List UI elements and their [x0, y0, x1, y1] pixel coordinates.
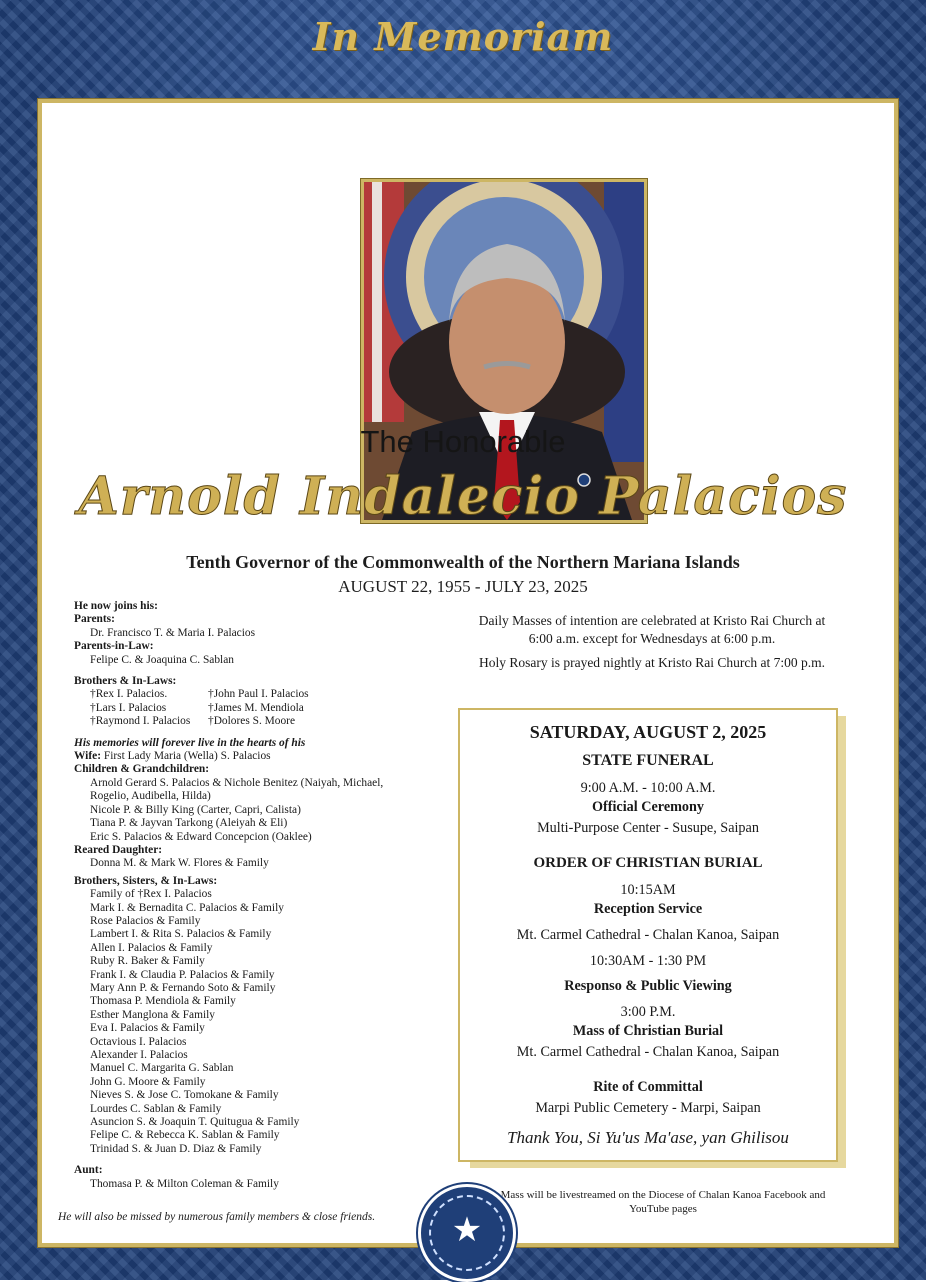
place-1: Multi-Purpose Center - Susupe, Saipan	[537, 820, 759, 836]
honoree-name: Arnold Indalecio Palacios	[78, 466, 848, 527]
state-funeral-heading: STATE FUNERAL	[582, 752, 714, 769]
place-2: Mt. Carmel Cathedral - Chalan Kanoa, Saipan	[516, 927, 780, 943]
order-heading: ORDER OF CHRISTIAN BURIAL	[533, 855, 763, 871]
list-item: †Rex I. Palacios.	[90, 688, 168, 701]
honorific: The Honorable	[360, 424, 566, 459]
list-item: Allen I. Palacios & Family	[90, 941, 213, 954]
honoree-office: Tenth Governor of the Commonwealth of the Northern Mariana Islands	[186, 552, 740, 572]
star-icon: ★	[451, 1210, 483, 1250]
brothers-label: Brothers & In-Laws:	[74, 675, 177, 688]
list-item: Nicole P. & Billy King (Carter, Capri, Calista)	[90, 803, 301, 816]
official-seal-icon	[418, 1184, 516, 1282]
daily-masses: Daily Masses of intention are celebrated at Kristo Rai Church at 6:00 a.m. except for Wednesdays at 6:00 p.m.	[478, 613, 826, 646]
brothers-row	[74, 715, 424, 728]
rosary-note: Holy Rosary is prayed nightly at Kristo Rai Church at 7:00 p.m.	[478, 655, 826, 670]
list-item: Arnold Gerard S. Palacios & Nichole Benitez (Naiyah, Michael,	[90, 776, 384, 789]
family-list	[74, 600, 424, 1191]
event-4: Mass of Christian Burial	[572, 1023, 724, 1039]
place-4: Mt. Carmel Cathedral - Chalan Kanoa, Saipan	[516, 1044, 780, 1060]
inlaws: Felipe C. & Joaquina C. Sablan	[90, 653, 234, 666]
wife-label: Wife:	[74, 750, 101, 763]
masses-info	[474, 612, 830, 678]
event-5: Rite of Committal	[593, 1079, 703, 1095]
list-item: Rose Palacios & Family	[90, 914, 201, 927]
list-item: Frank I. & Claudia P. Palacios & Family	[90, 968, 275, 981]
list-item: Mark I. & Bernadita C. Palacios & Family	[90, 901, 284, 914]
schedule-box	[458, 708, 838, 1162]
list-item: †Dolores S. Moore	[208, 715, 296, 728]
event-2: Reception Service	[593, 901, 703, 917]
livestream-note: Mass will be livestreamed on the Diocese of Chalan Kanoa Facebook and YouTube pages	[500, 1189, 826, 1215]
inlaws-label: Parents-in-Law:	[74, 640, 154, 653]
list-item: Family of †Rex I. Palacios	[90, 888, 212, 901]
list-item: Thomasa P. Mendiola & Family	[90, 995, 236, 1008]
parents: Dr. Francisco T. & Maria I. Palacios	[90, 626, 256, 639]
list-item: John G. Moore & Family	[90, 1075, 206, 1088]
list-item: Tiana P. & Jayvan Tarkong (Aleiyah & Eli)	[90, 817, 288, 830]
list-item: Asuncion S. & Joaquin T. Quitugua & Family	[90, 1116, 300, 1129]
place-5: Marpi Public Cemetery - Marpi, Saipan	[535, 1100, 761, 1116]
siblings-label: Brothers, Sisters, & In-Laws:	[74, 874, 218, 887]
parents-label: Parents:	[74, 613, 115, 626]
time-2: 10:15AM	[620, 882, 676, 898]
list-item: †Raymond I. Palacios	[90, 715, 191, 728]
list-item: Octavious I. Palacios	[90, 1035, 187, 1048]
list-item: Manuel C. Margarita G. Sablan	[90, 1062, 234, 1075]
brothers-row	[74, 688, 424, 701]
schedule-date: SATURDAY, AUGUST 2, 2025	[529, 722, 767, 742]
list-item: Nieves S. & Jose C. Tomokane & Family	[90, 1089, 279, 1102]
wife: First Lady Maria (Wella) S. Palacios	[103, 750, 271, 763]
aunt-label: Aunt:	[74, 1164, 103, 1177]
time-3: 10:30AM - 1:30 PM	[589, 953, 707, 969]
thank-you: Thank You, Si Yu'us Ma'ase, yan Ghilisou	[507, 1128, 789, 1147]
list-item: Lourdes C. Sablan & Family	[90, 1102, 222, 1115]
list-item: Trinidad S. & Juan D. Diaz & Family	[90, 1142, 262, 1155]
list-item: Lambert I. & Rita S. Palacios & Family	[90, 928, 272, 941]
list-item: Esther Manglona & Family	[90, 1008, 215, 1021]
event-3: Responso & Public Viewing	[564, 978, 732, 994]
page-title: In Memoriam	[312, 14, 614, 59]
brothers-row	[74, 702, 424, 715]
reared: Donna M. & Mark W. Flores & Family	[90, 857, 269, 870]
list-item: †Lars I. Palacios	[90, 701, 167, 714]
list-item: Ruby R. Baker & Family	[90, 955, 205, 968]
list-item: Rogelio, Audibella, Hilda)	[90, 790, 211, 803]
life-dates: AUGUST 22, 1955 - JULY 23, 2025	[338, 577, 588, 596]
missed-note: He will also be missed by numerous family members & close friends.	[58, 1211, 376, 1223]
list-item: †John Paul I. Palacios	[208, 688, 309, 701]
intro: He now joins his:	[74, 600, 158, 612]
list-item: Mary Ann P. & Fernando Soto & Family	[90, 981, 276, 994]
time-4: 3:00 P.M.	[620, 1004, 676, 1020]
list-item: †James M. Mendiola	[208, 701, 304, 714]
list-item: Eva I. Palacios & Family	[90, 1022, 205, 1035]
aunt: Thomasa P. & Milton Coleman & Family	[90, 1177, 279, 1190]
list-item: Eric S. Palacios & Edward Concepcion (Oaklee)	[90, 830, 312, 843]
list-item: Felipe C. & Rebecca K. Sablan & Family	[90, 1129, 280, 1142]
children-label: Children & Grandchildren:	[74, 763, 210, 776]
event-1: Official Ceremony	[591, 799, 705, 815]
memories-line: His memories will forever live in the hearts of his	[74, 736, 306, 749]
list-item: Alexander I. Palacios	[90, 1049, 188, 1061]
reared-label: Reared Daughter:	[74, 843, 163, 856]
time-1: 9:00 A.M. - 10:00 A.M.	[580, 780, 716, 796]
